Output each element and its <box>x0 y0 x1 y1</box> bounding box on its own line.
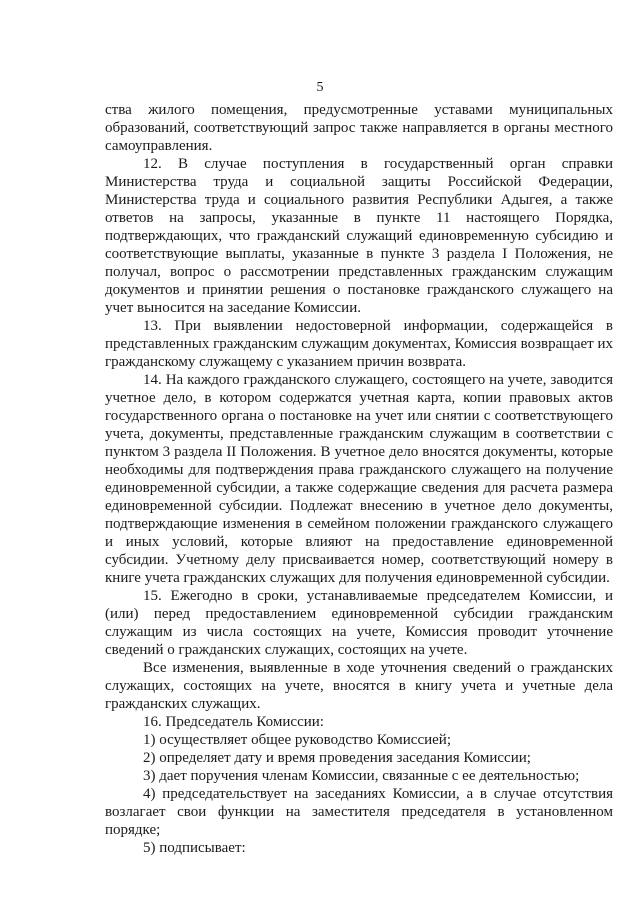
list-item-1: 1) осуществляет общее руководство Комиссией; <box>143 732 451 748</box>
page-number: 5 <box>316 80 324 95</box>
paragraph-item-14: 14. На каждого гражданского служащего, состоящего на учете, заводится учетное дело, в котором содержатся учетная карта, копии правовых актов государственного органа о постановке на учет или снятии с соответствующего учета, документы, представленные гражданским служащим в соответствии с пунктом 3 раздела II Положения. В учетное дело вносятся документы, которые необходимы для подтверждения права гражданского служащего на получение единовременной субсидии, а также содержащие сведения для расчета размера единовременной субсидии. Подлежат внесению в учетное дело документы, подтверждающие изменения в семейном положении гражданского служащего и иных условий, которые влияют на предоставление единовременной субсидии. Учетному делу присваивается номер, соответствующий номеру в книге учета гражданских служащих для получения единовременной субсидии. <box>105 372 613 586</box>
paragraph-item-16: 16. Председатель Комиссии: <box>143 714 324 730</box>
paragraph-item-12: 12. В случае поступления в государственный орган справки Министерства труда и социальной защиты Российской Федерации, Министерства труда и социального развития Республики Адыгея, а также ответов на запросы, указанные в пункте 11 настоящего Порядка, подтверждающих, что гражданский служащий единовременную субсидию и соответствующие выплаты, указанные в пункте 3 раздела I Положения, не получал, вопрос о рассмотрении представленных гражданским служащим документов и принятии решения о постановке гражданского служащего на учет выносится на заседание Комиссии. <box>105 156 613 316</box>
list-item-3: 3) дает поручения членам Комиссии, связанные с ее деятельностью; <box>143 768 580 784</box>
list-item-2: 2) определяет дату и время проведения заседания Комиссии; <box>143 750 531 766</box>
paragraph-item-13: 13. При выявлении недостоверной информации, содержащейся в представленных гражданским служащим документах, Комиссия возвращает их гражданскому служащему с указанием причин возврата. <box>105 318 613 370</box>
document-body <box>105 101 613 857</box>
paragraph-item-15: 15. Ежегодно в сроки, устанавливаемые председателем Комиссии, и (или) перед предоставлением единовременной субсидии гражданским служащим из числа состоящих на учете, Комиссия проводит уточнение сведений о гражданских служащих, состоящих на учете. <box>105 588 613 658</box>
list-item-4: 4) председательствует на заседаниях Комиссии, а в случае отсутствия возлагает свои функции на заместителя председателя в установленном порядке; <box>105 786 613 838</box>
paragraph-continuation: ства жилого помещения, предусмотренные уставами муниципальных образований, соответствующий запрос также направляется в органы местного самоуправления. <box>105 102 613 154</box>
list-item-5: 5) подписывает: <box>143 840 246 856</box>
paragraph-changes: Все изменения, выявленные в ходе уточнения сведений о гражданских служащих, состоящих на учете, вносятся в книгу учета и учетные дела гражданских служащих. <box>105 660 613 712</box>
